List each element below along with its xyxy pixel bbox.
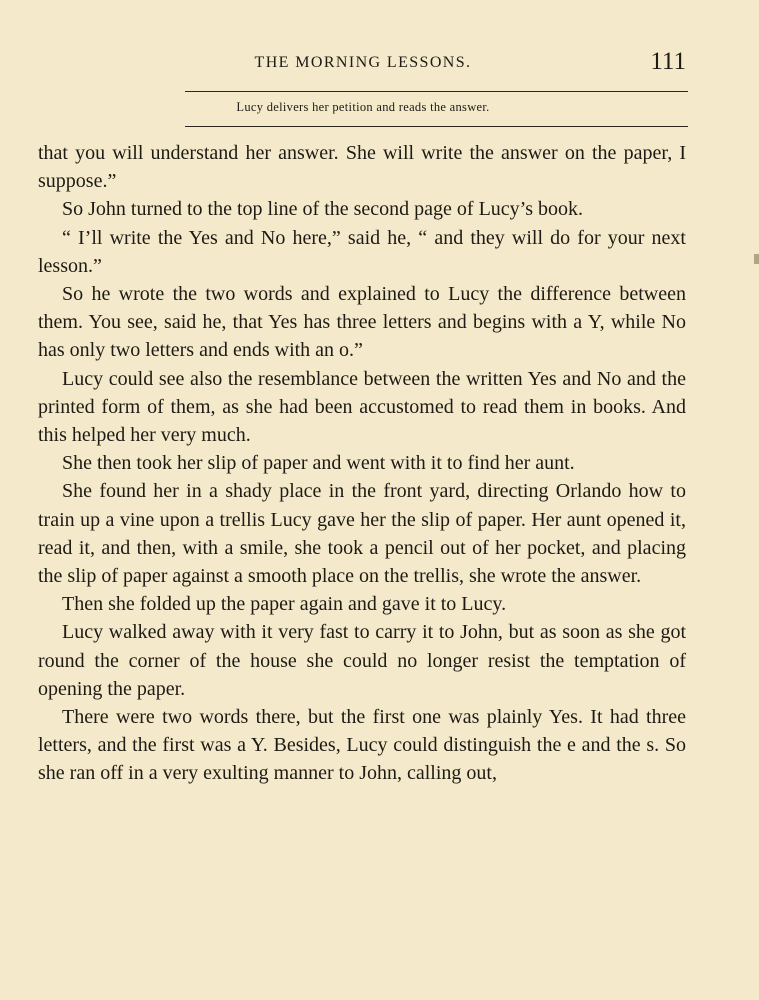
paragraph: She then took her slip of paper and went with it to find her aunt.	[62, 452, 575, 475]
page-number: 111	[650, 48, 686, 75]
page-edge-mark	[754, 254, 759, 264]
paragraph: So John turned to the top line of the second page of Lucy’s book.	[62, 198, 584, 221]
paragraph: Lucy walked away with it very fast to carry it to John, but as soon as she got round the corner of the house she could no longer resist the temptation of opening the paper.	[38, 621, 686, 700]
paragraph: Then she folded up the paper again and gave it to Lucy.	[62, 593, 507, 616]
body-text	[38, 139, 686, 788]
header-rule-bottom	[185, 126, 688, 127]
paragraph: Lucy could see also the resemblance between the written Yes and No and the printed form of them, as she had been accustomed to read them in books. And this helped her very much.	[38, 367, 686, 447]
paragraph: She found her in a shady place in the front yard, directing Orlando how to train up a vine upon a trellis Lucy gave her the slip of paper. Her aunt opened it, read it, and then, with a smile, she took a pencil out of her pocket, and placing the slip of paper against a smooth place on the trellis, she wrote the answer.	[38, 480, 686, 588]
running-head	[38, 50, 688, 80]
paragraph: So he wrote the two words and explained to Lucy the difference between them. You see, said he, that Yes has three letters and begins with a Y, while No has only two letters and ends with an o.”	[38, 283, 686, 362]
chapter-summary: Lucy delivers her petition and reads the answer.	[236, 100, 490, 114]
running-title: THE MORNING LESSONS.	[254, 54, 472, 71]
header-rule-top	[185, 91, 688, 92]
paragraph: that you will understand her answer. She will write the answer on the paper, I suppose.”	[38, 142, 686, 193]
paragraph: “ I’ll write the Yes and No here,” said he, “ and they will do for your next lesson.”	[38, 226, 686, 277]
paragraph: There were two words there, but the first one was plainly Yes. It had three letters, and the first was a Y. Besides, Lucy could distinguish the e and the s. So she ran off in a very exulting manner to John, calling out,	[38, 706, 686, 785]
